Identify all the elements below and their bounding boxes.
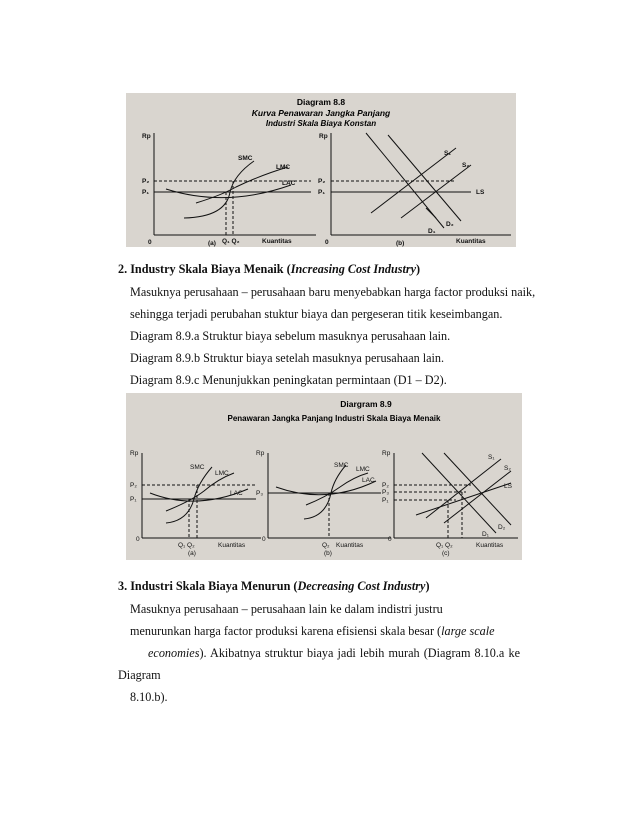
lmc-label: LMC xyxy=(356,466,370,473)
p2-label: P₂ xyxy=(382,482,389,489)
panel-label: (b) xyxy=(324,550,332,557)
smc-label: SMC xyxy=(334,462,349,469)
smc-curve xyxy=(304,465,346,519)
lmc-label: LMC xyxy=(215,470,229,477)
smc-curve xyxy=(184,161,254,218)
s2-curve xyxy=(444,471,511,523)
d1-label: D₁ xyxy=(482,531,489,538)
p1-label: P₁ xyxy=(382,497,389,504)
shift-arrow xyxy=(426,208,436,218)
p2-label: P₂ xyxy=(142,178,150,185)
y-label: Rp xyxy=(142,133,151,140)
p1-label: P₁ xyxy=(142,189,150,196)
x-label: Kuantitas xyxy=(336,542,364,549)
smc-label: SMC xyxy=(190,464,205,471)
ls-label: LS xyxy=(504,483,512,490)
d1-curve xyxy=(422,453,496,533)
panel-label: (a) xyxy=(208,240,216,247)
x-label: Kuantitas xyxy=(262,238,292,245)
y-label: Rp xyxy=(382,450,391,457)
p2-label: P₂ xyxy=(130,482,137,489)
heading-text: 3. Industri Skala Biaya Menurun ( xyxy=(118,579,298,593)
heading-italic: Decreasing Cost Industry xyxy=(297,579,426,593)
paragraph-line: Diagram xyxy=(118,668,161,682)
y-label: Rp xyxy=(256,450,265,457)
paragraph-line: 8.10.b). xyxy=(130,690,168,704)
d2-label: D₂ xyxy=(498,524,506,531)
panel-label: (b) xyxy=(396,240,405,247)
paragraph-line: Masuknya perusahaan – perusahaan baru menyebabkan harga factor produksi naik, xyxy=(130,285,536,299)
diagram-subtitle: Kurva Penawaran Jangka Panjang xyxy=(251,108,391,118)
x-label: Kuantitas xyxy=(218,542,246,549)
paragraph-line xyxy=(130,623,495,639)
s2-label: S₂ xyxy=(504,465,511,472)
d2-curve xyxy=(444,453,511,525)
d2-curve xyxy=(388,135,461,221)
s2-label: S₂ xyxy=(462,162,470,169)
heading-text: ) xyxy=(416,262,421,276)
y-label: Rp xyxy=(130,450,139,457)
x-label: Kuantitas xyxy=(476,542,504,549)
paragraph-line xyxy=(148,645,520,661)
paragraph-line: Diagram 8.9.a Struktur biaya sebelum masuknya perusahaan lain. xyxy=(130,329,451,343)
lmc-label: LMC xyxy=(276,164,291,171)
heading-text: 2. Industry Skala Biaya Menaik ( xyxy=(118,262,291,276)
paragraph-italic: large scale xyxy=(441,624,495,638)
smc-label: SMC xyxy=(238,155,253,162)
diagram-subtitle: Industri Skala Biaya Konstan xyxy=(265,119,377,128)
origin-label: 0 xyxy=(148,239,152,246)
paragraph-line: sehingga terjadi perubahan stuktur biaya dan pergeseran titik keseimbangan. xyxy=(130,307,503,321)
origin-label: 0 xyxy=(262,536,266,543)
p1-label: P₁ xyxy=(318,189,326,196)
y-label: Rp xyxy=(319,133,328,140)
s1-label: S₁ xyxy=(488,454,495,461)
panel-b xyxy=(268,453,391,538)
d1-label: D₁ xyxy=(428,228,436,235)
diagram-8-9-svg xyxy=(126,393,522,560)
ls-label: LS xyxy=(476,189,485,196)
x-label: Kuantitas xyxy=(456,238,486,245)
paragraph-line: Diagram 8.9.c Menunjukkan peningkatan permintaan (D1 – D2). xyxy=(130,373,447,387)
p3-label: P₃ xyxy=(256,490,263,497)
paragraph-line: Masuknya perusahaan – perusahaan lain ke dalam indistri justru xyxy=(130,602,443,616)
diagram-subtitle: Penawaran Jangka Panjang Industri Skala Biaya Menaik xyxy=(227,414,441,423)
diagram-title: Diagram 8.8 xyxy=(296,97,346,107)
paragraph-italic: economies xyxy=(148,646,200,660)
q-labels: Q₂ xyxy=(322,542,330,549)
diagram-8-8-svg xyxy=(126,93,516,247)
diagram-8-8-figure xyxy=(126,93,516,247)
diagram-8-9-figure xyxy=(126,393,522,560)
q-labels: Q₁ Q₂ xyxy=(436,542,453,549)
p1-label: P₁ xyxy=(130,496,137,503)
s1-label: S₁ xyxy=(444,150,452,157)
diagram-title: Diargram 8.9 xyxy=(340,399,392,409)
lac-label: LAC xyxy=(362,477,375,484)
paragraph-text: ). Akibatnya struktur biaya jadi lebih murah (Diagram 8.10.a ke xyxy=(199,646,520,660)
d2-label: D₂ xyxy=(446,221,454,228)
origin-label: 0 xyxy=(325,239,329,246)
panel-label: (a) xyxy=(188,550,196,557)
lac-label: LAC xyxy=(282,180,296,187)
lmc-curve xyxy=(166,473,234,511)
lac-label: LAC xyxy=(230,490,243,497)
origin-label: 0 xyxy=(136,536,140,543)
heading-italic: Increasing Cost Industry xyxy=(290,262,416,276)
heading-text: ) xyxy=(425,579,430,593)
s1-curve xyxy=(426,459,501,518)
panel-b xyxy=(331,133,511,235)
q-labels: Q₁ Q₂ xyxy=(178,542,195,549)
paragraph-line: Diagram 8.9.b Struktur biaya setelah masuknya perusahaan lain. xyxy=(130,351,445,365)
p2-label: P₂ xyxy=(318,178,326,185)
p3-label: P₃ xyxy=(382,489,389,496)
panel-label: (c) xyxy=(442,550,450,557)
section-2-heading xyxy=(118,261,420,277)
origin-label: 0 xyxy=(388,536,392,543)
q-labels: Q₁ Q₂ xyxy=(222,238,240,245)
paragraph-text: menurunkan harga factor produksi karena efisiensi skala besar ( xyxy=(130,624,442,638)
section-3-heading xyxy=(118,578,430,594)
